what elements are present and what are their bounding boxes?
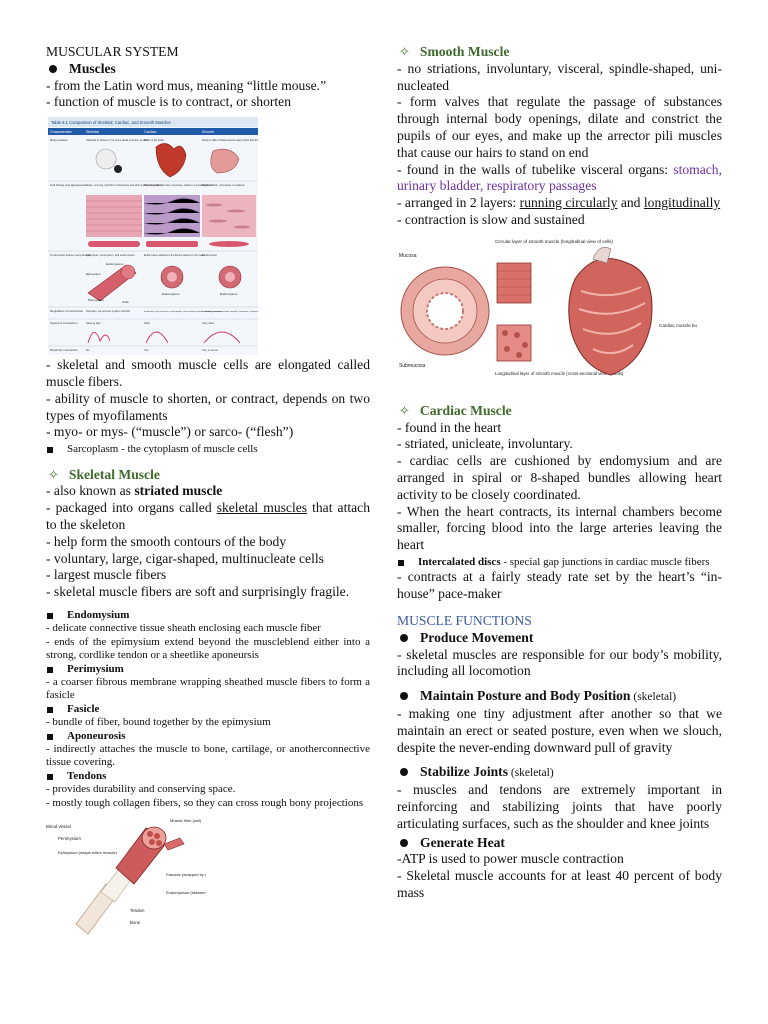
table-cell: Regulation of contraction [50,309,84,314]
table-cell: Voluntary, via nervous system controls [86,310,131,314]
skeletal-heading-row [46,467,370,484]
table-cell: Mostly in walls of hollow visceral organs (other than the [202,140,258,143]
comparison-table-figure [48,117,258,355]
function-4-row: Generate Heat [397,835,722,852]
cardiac-cell-drawing [146,241,198,247]
table-cell: Speed of contraction [50,321,78,326]
myofilaments-line: - ability of muscle to shorten, or contract, depends on two types of myofilaments [46,390,370,423]
sarcoplasm-text: Sarcoplasm - the cytoplasm of muscle cells [67,443,258,456]
table-cell: Endomysium attached to the fibrous skeleton of the heart [144,254,205,258]
skeletal-line-1: - also known as striated muscle [46,483,223,499]
smooth-line-1: - no striations, involuntary, visceral, spindle-shaped, uni-nucleated [397,60,722,93]
smooth-heading-row [397,44,722,61]
label-longitudinal-layer: Longitudinal layer of smooth muscle (cross-sectional view of cells) [495,370,624,376]
sarcoplasm-row [46,443,370,456]
label-bone-fig: Bone [130,920,141,926]
diamond-bullet-icon: ✧ [399,44,410,59]
label-endomysium: Endomysium [106,262,124,267]
smooth-line-5: - contraction is slow and sustained [397,211,585,227]
table-cell: Slow [144,321,151,326]
cardiac-line-4: - When the heart contracts, its internal chambers become smaller, forcing blood into the large arteries leaving the heart [397,503,722,553]
skeletal-line-3: - help form the smooth contours of the body [46,533,287,549]
bullet-square [398,560,404,566]
function-1-text: - skeletal muscles are responsible for our body’s mobility, including all locomotion [397,646,722,679]
cardiac-line-2: - striated, unicleate, involuntary. [397,436,573,452]
smooth-title: Smooth Muscle [419,44,510,59]
page-heading: MUSCULAR SYSTEM [46,44,179,59]
intercalated-row [397,556,722,569]
term-tendons-line-1: - provides durability and conserving space. [46,783,236,796]
label-cardiac-bundles: Cardiac muscle bu [659,322,697,328]
right-column [397,44,722,902]
cardiac-line-3: - cardiac cells are cushioned by endomysium and are arranged in spiral or 8-shaped bundles allowing heart activity to be closely coordinated. [397,453,722,502]
comparison-table-graphic [48,117,258,355]
function-2-text: - making one tiny adjustment after another so that we maintain an erect or seated posture, even when we slouch, despite the never-ending downward pull of gravity [397,705,722,755]
table-cell: Very slow [202,321,214,326]
term-aponeurosis-line: - indirectly attaches the muscle to bone, cartilage, or anotherconnective tissue covering. [46,743,370,769]
bullet-dot [49,65,57,73]
term-endomysium: Endomysium [46,609,370,622]
muscles-title: Muscles [69,60,116,76]
label-muscle-fiber: Muscle fiber (cell) [170,818,202,824]
heart-muscle-drawing [569,258,652,374]
table-cell: Connective tissue components [50,253,91,258]
smooth-cell-drawing [209,241,249,247]
left-column [46,44,370,942]
prefix-line: - myo- or mys- (“muscle”) or sarco- (“flesh”) [46,424,294,440]
fibers-line: - skeletal and smooth muscle cells are elongated called muscle fibers. [46,357,370,389]
term-tendons-line-2: - mostly tough collagen fibers, so they can cross rough bony projections [46,796,364,809]
muscle-tissue-dot-icon [114,165,122,173]
smooth-tissue-micrograph [202,195,256,237]
function-2-row: Maintain Posture and Body Position (skeletal) [397,688,722,706]
diamond-bullet-icon: ✧ [399,402,410,418]
label-endomysium-cardiac: Endomysium [162,292,180,297]
skeletal-cell-drawing [88,241,140,247]
function-1-row: Produce Movement [397,630,722,647]
skeletal-line-6: - skeletal muscle fibers are soft and surprisingly fragile. [46,584,350,600]
label-perimysium-fig: Perimysium [58,836,81,842]
circular-layer-drawing [497,263,531,303]
skeletal-line-4: - voluntary, large, cigar-shaped, multinucleate cells [46,550,324,566]
label-epimysium-fig: Epimysium (wraps entire muscle) [58,850,117,856]
muscles-line-2: - function of muscle is to contract, or shorten [46,94,291,110]
table-cell: Single, fusiform, uninucleate; no striations [202,185,245,188]
table-header-characteristic: Characteristic [50,130,72,135]
muscle-anatomy-figure [46,814,206,942]
table-cell: Cell shape and appearance [50,183,87,188]
cardiac-heading-row [397,403,722,420]
smooth-line-2: - form valves that regulate the passage of substances through internal body openings, dilate and constrict the pupils of our eyes, and make up the arrector pili muscles that cause our hairs to stand on end [397,94,722,160]
skeletal-title: Skeletal Muscle [68,466,160,482]
table-cell: Body location [50,138,69,143]
function-4-line-1: -ATP is used to power muscle contraction [397,851,624,867]
muscles-line-1: - from the Latin word mus, meaning “little mouse.” [46,77,327,93]
intercalated-definition: - special gap junctions in cardiac muscle fibers [500,555,710,568]
table-cell: Attached to bones or, for some facial muscles, to skin [86,139,148,143]
smooth-cardiac-figure [397,235,697,391]
label-circular-layer: Circular layer of smooth muscle (longitudinal view of cells) [495,238,613,244]
term-perimysium-line: - a coarser fibrous membrane wrapping sheathed muscle fibers to form a fasicle [46,675,370,702]
table-caption: Table 6.1 Comparison of Skeletal, Cardiac, and Smooth Muscles [51,120,171,126]
table-cell: Endomysium [202,254,217,258]
function-3-text: - muscles and tendons are extremely important in reinforcing and stabilizing joints that have poorly articulating surfaces, such as the shoulder and knee joints [397,782,722,831]
table-cell: Involuntary; nervous system controls; hormones, chemica [202,311,258,314]
table-cell: Slow to fast [86,321,101,326]
diamond-bullet-icon: ✧ [48,466,59,482]
muscles-heading-row [46,61,370,78]
cardiac-pacemaker-line: - contracts at a fairly steady rate set by the heart’s “in-house” pace-maker [397,569,722,602]
table-cell: Yes [144,348,149,353]
table-cell: No [86,348,90,353]
table-cell: Epimysium, perimysium, and endomysium [86,254,135,258]
label-mucosa: Mucosa [399,252,417,259]
label-blood-vessel: Blood vessel [46,824,71,830]
term-fasicle-line: - bundle of fiber, bound together by the epimysium [46,716,271,729]
function-3-row: Stabilize Joints (skeletal) [397,764,722,782]
function-4-line-2: - Skeletal muscle accounts for at least 40 percent of body mass [397,868,722,900]
label-perimysium: Perimysium [88,298,104,303]
term-endomysium-line-2: - ends of the epimysium extend beyond the muscleblend either into a strong, cordlike tendon or a sheetlike aponeursis [46,635,370,662]
functions-title: MUSCLE FUNCTIONS [397,612,532,628]
label-epimysium: Epimysium [86,272,101,277]
table-cell: Walls of the heart [144,139,165,143]
term-tendons: Tendons [46,770,370,783]
cardiac-title: Cardiac Muscle [419,402,512,418]
label-tendon-fig: Tendon [130,908,145,914]
bullet-square [47,447,53,453]
skeletal-line-5: - largest muscle fibers [46,567,167,583]
table-cell: Yes, in some [202,348,218,353]
label-fascicle: Fascicle (wrapped by [166,872,204,878]
skull-icon [96,149,116,169]
table-header-smooth: Smooth [202,130,215,135]
smooth-cardiac-graphic [397,235,697,391]
muscle-anatomy-graphic [46,814,206,942]
table-cell: Involuntary; the heart has a pacemaker; also nervous system controls; hormones [144,311,223,314]
table-cell: Single, very long, cylindrical, multinucleate cells with very obvious striations [86,185,163,188]
intercalated-term: Intercalated discs [418,555,501,568]
term-endomysium-line-1: - delicate connective tissue sheath enclosing each muscle fiber [46,622,321,635]
term-perimysium: Perimysium [46,663,370,676]
table-cell: Branching chains of cells; uninucleate; striations; intercalated discs [144,185,212,188]
label-endomysium-smooth: Endomysium [220,292,238,297]
cardiac-line-1: - found in the heart [397,419,502,435]
smooth-line-3: - found in the walls of tubelike visceral organs: stomach, urinary bladder, respiratory passages [397,161,722,194]
table-cell: Rhythmic contraction [50,348,79,353]
label-cells: Cells [122,300,129,305]
table-header-skeletal: Skeletal [86,130,99,135]
label-submucosa: Submucosa [399,362,426,369]
label-endomysium-fig: Endomysium (between [166,890,206,896]
table-header-cardiac: Cardiac [144,130,157,135]
skeletal-line-2: - packaged into organs called skeletal muscles that attach to the skeleton [46,500,370,532]
smooth-line-4: - arranged in 2 layers: running circularly and longitudinally [397,195,721,211]
term-fasicle: Fasicle [46,703,370,716]
term-aponeurosis: Aponeurosis [46,730,370,743]
